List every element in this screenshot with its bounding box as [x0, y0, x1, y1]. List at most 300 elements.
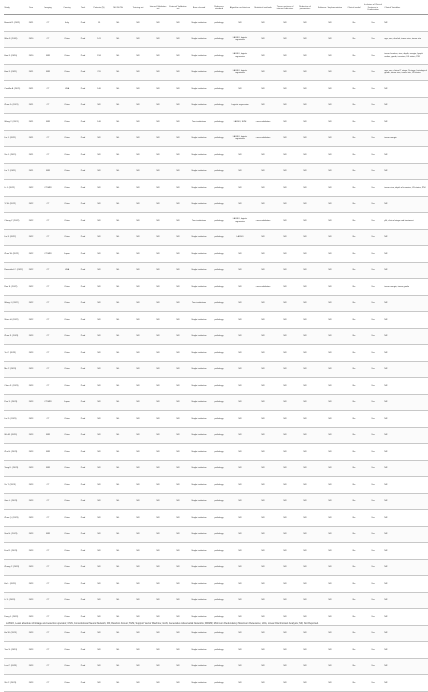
table-cell: ML: [108, 444, 128, 461]
table-cell: NR: [90, 526, 108, 543]
table-cell: NR: [274, 576, 296, 593]
table-cell: NR: [314, 460, 346, 477]
table-cell: pathology: [210, 48, 228, 65]
table-cell: Yes: [362, 543, 384, 560]
table-cell: pathology: [210, 64, 228, 81]
table-cell: Pred: [76, 675, 90, 692]
table-cell: NR: [128, 361, 148, 378]
table-cell: NR: [90, 493, 108, 510]
table-cell: NR: [252, 592, 274, 609]
table-cell: Wu M. (2023): [4, 427, 24, 444]
table-cell: NR: [148, 460, 168, 477]
table-cell: No: [346, 510, 362, 527]
table-cell: CT: [38, 312, 58, 329]
table-cell: NR: [168, 31, 188, 48]
table-cell: cross-validation: [252, 114, 274, 131]
table-cell: No: [346, 147, 362, 164]
table-cell: NR: [148, 345, 168, 362]
table-cell: 211: [90, 64, 108, 81]
table-cell: NR: [252, 31, 274, 48]
table-cell: No: [346, 559, 362, 576]
table-cell: Pred: [76, 246, 90, 263]
table-cell: Pred: [76, 427, 90, 444]
table-cell: NR: [90, 444, 108, 461]
table-cell: CT: [38, 642, 58, 659]
table-cell: China: [58, 229, 76, 246]
column-header: External Validation set: [168, 2, 188, 15]
table-cell: Luo Z. (2023): [4, 658, 24, 675]
table-cell: NR: [128, 48, 148, 65]
table-cell: NR: [314, 493, 346, 510]
table-cell: Yes: [362, 427, 384, 444]
table-cell: MRI: [38, 64, 58, 81]
column-header: Reference standard: [210, 2, 228, 15]
table-cell: NR: [274, 394, 296, 411]
table-cell: NR: [168, 493, 188, 510]
table-cell: NR: [274, 510, 296, 527]
table-cell: Ma Y. (2023): [4, 361, 24, 378]
table-cell: Yang K. (2023): [4, 460, 24, 477]
table-cell: 2023: [24, 444, 38, 461]
column-header: Clinical Variables: [384, 2, 428, 15]
table-cell: No: [346, 213, 362, 230]
table-cell: LASSO, logistic regression: [228, 64, 252, 81]
table-cell: NR: [128, 477, 148, 494]
table-cell: No: [346, 543, 362, 560]
table-cell: Pred: [76, 526, 90, 543]
table-cell: NR: [228, 559, 252, 576]
table-cell: ML: [108, 196, 128, 213]
table-cell: NR: [228, 493, 252, 510]
table-cell: NR: [274, 444, 296, 461]
table-cell: Single institution: [188, 642, 210, 659]
table-cell: NR: [252, 229, 274, 246]
table-cell: NR: [296, 64, 314, 81]
table-cell: Yes: [362, 246, 384, 263]
table-cell: Single institution: [188, 625, 210, 642]
table-cell: Yes: [362, 477, 384, 494]
table-cell: NR: [90, 609, 108, 626]
table-cell: China: [58, 625, 76, 642]
table-cell: NR: [128, 345, 148, 362]
table-row: [4, 147, 428, 164]
table-cell: Zhao X. (2023): [4, 328, 24, 345]
table-cell: NR: [90, 163, 108, 180]
table-cell: NR: [384, 81, 428, 98]
table-cell: NR: [90, 675, 108, 692]
table-row: [4, 510, 428, 527]
table-cell: NR: [274, 163, 296, 180]
table-cell: China: [58, 493, 76, 510]
table-cell: Single institution: [188, 48, 210, 65]
table-cell: NR: [252, 163, 274, 180]
column-header: Algorithm architecture: [228, 2, 252, 15]
table-cell: Single institution: [188, 229, 210, 246]
table-cell: NR: [296, 609, 314, 626]
table-cell: ML: [108, 180, 128, 197]
table-cell: cross-validation: [252, 130, 274, 147]
table-cell: 2023: [24, 328, 38, 345]
table-cell: Wan F. (2020): [4, 31, 24, 48]
table-cell: NR: [228, 312, 252, 329]
table-cell: NR: [168, 460, 188, 477]
table-cell: Pred: [76, 229, 90, 246]
table-cell: NR: [314, 328, 346, 345]
table-cell: NR: [168, 675, 188, 692]
table-cell: NR: [168, 279, 188, 296]
column-header: Statistical methods: [252, 2, 274, 15]
table-cell: Shi Y. (2023): [4, 675, 24, 692]
table-cell: NR: [148, 64, 168, 81]
table-row: [4, 526, 428, 543]
table-cell: Sun H. (2023): [4, 526, 24, 543]
table-cell: NR: [228, 460, 252, 477]
table-cell: 2023: [24, 592, 38, 609]
table-cell: NR: [314, 147, 346, 164]
table-cell: NR: [384, 97, 428, 114]
table-cell: NR: [168, 97, 188, 114]
table-cell: USA: [58, 81, 76, 98]
table-cell: 2023: [24, 394, 38, 411]
table-cell: NR: [90, 213, 108, 230]
table-cell: China: [58, 312, 76, 329]
table-cell: CT: [38, 147, 58, 164]
table-cell: NR: [274, 147, 296, 164]
table-row: [4, 295, 428, 312]
table-cell: 2021: [24, 163, 38, 180]
table-cell: Single institution: [188, 543, 210, 560]
table-cell: 2023: [24, 460, 38, 477]
table-cell: NR: [168, 592, 188, 609]
table-cell: NR: [128, 15, 148, 32]
table-cell: NR: [228, 15, 252, 32]
table-cell: 2022: [24, 262, 38, 279]
table-cell: NR: [314, 625, 346, 642]
table-cell: NR: [168, 130, 188, 147]
table-cell: 2023: [24, 427, 38, 444]
table-cell: NR: [384, 196, 428, 213]
table-cell: NR: [274, 625, 296, 642]
table-cell: China: [58, 378, 76, 395]
table-cell: NR: [168, 378, 188, 395]
table-cell: 2022: [24, 229, 38, 246]
table-cell: Pred: [76, 262, 90, 279]
table-cell: NR: [252, 262, 274, 279]
table-row: [4, 361, 428, 378]
table-cell: Hao F. (2021): [4, 64, 24, 81]
table-cell: NR: [148, 526, 168, 543]
table-cell: CT: [38, 411, 58, 428]
table-cell: pathology: [210, 609, 228, 626]
table-cell: NR: [90, 312, 108, 329]
table-cell: NR: [252, 411, 274, 428]
table-cell: NR: [296, 658, 314, 675]
table-cell: Liu F. (2022): [4, 229, 24, 246]
table-row: [4, 279, 428, 296]
table-cell: NR: [148, 147, 168, 164]
table-cell: pathology: [210, 180, 228, 197]
table-cell: NR: [296, 345, 314, 362]
table-cell: NR: [384, 625, 428, 642]
table-cell: 2021: [24, 15, 38, 32]
table-cell: CT: [38, 658, 58, 675]
table-cell: NR: [314, 592, 346, 609]
table-cell: pathology: [210, 213, 228, 230]
table-cell: pathology: [210, 625, 228, 642]
table-cell: NR: [274, 345, 296, 362]
table-cell: Cheng Y. (2022): [4, 213, 24, 230]
table-cell: China: [58, 196, 76, 213]
table-cell: Li J. (2022): [4, 180, 24, 197]
table-cell: ML: [108, 609, 128, 626]
table-cell: NR: [168, 394, 188, 411]
column-header: Country: [58, 2, 76, 15]
table-cell: NR: [296, 15, 314, 32]
table-cell: pathology: [210, 114, 228, 131]
table-cell: CT: [38, 625, 58, 642]
column-header: Reduction of parameters: [296, 2, 314, 15]
table-cell: No: [346, 493, 362, 510]
table-cell: NR: [296, 130, 314, 147]
table-cell: NR: [274, 312, 296, 329]
table-cell: Single institution: [188, 345, 210, 362]
table-cell: CT: [38, 378, 58, 395]
table-cell: NR: [128, 246, 148, 263]
table-cell: 2020: [24, 31, 38, 48]
table-row: [4, 378, 428, 395]
table-cell: Yes: [362, 394, 384, 411]
table-cell: NR: [148, 543, 168, 560]
table-cell: ML: [108, 493, 128, 510]
table-cell: CT/MRI: [38, 394, 58, 411]
table-cell: Yes: [362, 312, 384, 329]
table-cell: 146: [90, 81, 108, 98]
table-cell: Single institution: [188, 658, 210, 675]
table-cell: NR: [168, 477, 188, 494]
table-cell: NR: [90, 510, 108, 527]
table-cell: NR: [252, 328, 274, 345]
table-cell: NR: [228, 642, 252, 659]
table-cell: NR: [296, 196, 314, 213]
table-cell: ML: [108, 378, 128, 395]
table-cell: Two institutions: [188, 295, 210, 312]
table-cell: No: [346, 279, 362, 296]
table-cell: Single institution: [188, 81, 210, 98]
table-cell: Pred: [76, 444, 90, 461]
table-cell: NR: [128, 625, 148, 642]
table-cell: 2021: [24, 64, 38, 81]
table-cell: NR: [148, 81, 168, 98]
table-cell: NR: [128, 675, 148, 692]
table-cell: CT: [38, 213, 58, 230]
table-cell: pathology: [210, 675, 228, 692]
table-cell: NR: [314, 394, 346, 411]
table-cell: Single institution: [188, 526, 210, 543]
table-cell: CT: [38, 97, 58, 114]
table-cell: Liu D. (2023): [4, 411, 24, 428]
table-cell: NR: [90, 130, 108, 147]
table-cell: NR: [296, 114, 314, 131]
table-cell: Yan S. (2023): [4, 642, 24, 659]
table-cell: NR: [128, 444, 148, 461]
table-cell: NR: [128, 559, 148, 576]
table-cell: NR: [252, 510, 274, 527]
table-row: [4, 543, 428, 560]
table-cell: CT: [38, 262, 58, 279]
table-cell: ML: [108, 246, 128, 263]
table-row: [4, 81, 428, 98]
table-cell: NR: [384, 642, 428, 659]
table-cell: No: [346, 64, 362, 81]
table-cell: NR: [148, 625, 168, 642]
table-cell: NR: [314, 543, 346, 560]
table-cell: NR: [384, 328, 428, 345]
table-cell: NR: [128, 64, 148, 81]
table-row: [4, 15, 428, 32]
table-cell: 2022: [24, 295, 38, 312]
table-cell: NR: [148, 180, 168, 197]
table-cell: NR: [274, 477, 296, 494]
table-cell: pathology: [210, 526, 228, 543]
table-row: [4, 675, 428, 692]
table-cell: Pred: [76, 592, 90, 609]
table-cell: LASSO, logistic regression: [228, 48, 252, 65]
table-cell: NR: [274, 411, 296, 428]
table-cell: Yes: [362, 163, 384, 180]
table-cell: NR: [384, 361, 428, 378]
table-cell: NR: [228, 675, 252, 692]
table-cell: Pan X. (2023): [4, 394, 24, 411]
table-cell: USA: [58, 262, 76, 279]
table-cell: Single institution: [188, 163, 210, 180]
table-cell: NR: [128, 378, 148, 395]
table-cell: NR: [274, 609, 296, 626]
table-cell: Yes: [362, 196, 384, 213]
table-cell: NR: [128, 592, 148, 609]
table-cell: NR: [384, 477, 428, 494]
table-cell: cross-validation: [252, 279, 274, 296]
table-cell: NR: [384, 378, 428, 395]
table-cell: CT: [38, 675, 58, 692]
table-cell: NR: [148, 675, 168, 692]
table-cell: pathology: [210, 196, 228, 213]
table-row: [4, 64, 428, 81]
table-cell: China: [58, 163, 76, 180]
table-cell: NR: [314, 361, 346, 378]
table-cell: NR: [296, 163, 314, 180]
table-cell: NR: [384, 114, 428, 131]
table-cell: NR: [296, 675, 314, 692]
table-row: [4, 444, 428, 461]
table-cell: NR: [148, 130, 168, 147]
table-cell: NR: [274, 559, 296, 576]
table-cell: NR: [148, 229, 168, 246]
table-cell: NR: [314, 48, 346, 65]
table-cell: NR: [228, 477, 252, 494]
table-cell: Yes: [362, 97, 384, 114]
table-cell: NR: [128, 642, 148, 659]
table-cell: Yes: [362, 262, 384, 279]
table-cell: Yes: [362, 378, 384, 395]
table-cell: NR: [314, 510, 346, 527]
table-cell: NR: [128, 130, 148, 147]
table-cell: NR: [384, 411, 428, 428]
table-cell: NR: [296, 642, 314, 659]
table-cell: China: [58, 48, 76, 65]
table-cell: Pred: [76, 312, 90, 329]
table-cell: NR: [314, 114, 346, 131]
table-cell: Yes: [362, 48, 384, 65]
table-cell: NR: [128, 279, 148, 296]
table-cell: pathology: [210, 493, 228, 510]
table-cell: Yes: [362, 130, 384, 147]
table-cell: NR: [90, 328, 108, 345]
table-cell: NR: [252, 559, 274, 576]
table-row: [4, 411, 428, 428]
table-cell: pathology: [210, 130, 228, 147]
table-cell: 2023: [24, 493, 38, 510]
table-cell: NR: [228, 163, 252, 180]
column-header: Task: [76, 2, 90, 15]
table-cell: NR: [228, 427, 252, 444]
table-cell: NR: [296, 147, 314, 164]
table-cell: NR: [314, 31, 346, 48]
table-cell: NR: [90, 460, 108, 477]
table-row: [4, 559, 428, 576]
table-cell: Hu L. (2023): [4, 576, 24, 593]
table-cell: NR: [252, 295, 274, 312]
table-cell: NR: [252, 625, 274, 642]
table-cell: China: [58, 576, 76, 593]
table-cell: pathology: [210, 15, 228, 32]
table-cell: China: [58, 114, 76, 131]
table-cell: China: [58, 213, 76, 230]
table-cell: NR: [228, 196, 252, 213]
table-cell: NR: [90, 427, 108, 444]
table-cell: Yes: [362, 493, 384, 510]
table-cell: NR: [274, 246, 296, 263]
table-cell: NR: [168, 576, 188, 593]
table-cell: NR: [296, 361, 314, 378]
table-cell: NR: [296, 229, 314, 246]
table-cell: Yes: [362, 295, 384, 312]
table-cell: NR: [384, 394, 428, 411]
table-cell: Gao L. (2023): [4, 493, 24, 510]
table-cell: NR: [252, 543, 274, 560]
table-cell: CT: [38, 279, 58, 296]
table-cell: Single institution: [188, 15, 210, 32]
table-cell: Single institution: [188, 196, 210, 213]
table-cell: NR: [274, 642, 296, 659]
table-cell: NR: [252, 48, 274, 65]
table-cell: NR: [228, 658, 252, 675]
table-cell: ML: [108, 345, 128, 362]
table-cell: NR: [314, 559, 346, 576]
table-cell: Yes: [362, 526, 384, 543]
table-cell: NR: [228, 361, 252, 378]
table-cell: Pred: [76, 477, 90, 494]
table-cell: CT/MRI: [38, 246, 58, 263]
table-cell: Single institution: [188, 559, 210, 576]
table-cell: NR: [148, 592, 168, 609]
table-cell: MRI: [38, 526, 58, 543]
table-cell: Zhu H. (2023): [4, 444, 24, 461]
table-row: [4, 48, 428, 65]
table-cell: Pred: [76, 15, 90, 32]
table-cell: NR: [90, 411, 108, 428]
table-cell: pathology: [210, 576, 228, 593]
table-cell: Single institution: [188, 427, 210, 444]
